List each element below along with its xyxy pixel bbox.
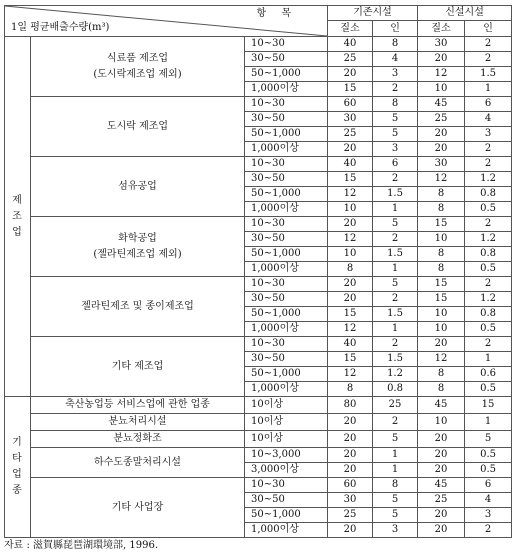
nitrogen-existing: 20 bbox=[328, 523, 373, 538]
flow-range: 50~1,000 bbox=[245, 187, 328, 202]
nitrogen-existing: 20 bbox=[328, 292, 373, 307]
nitrogen-new: 12 bbox=[418, 172, 465, 187]
phosphorus-existing: 1 bbox=[373, 262, 418, 277]
nitrogen-existing: 20 bbox=[328, 67, 373, 82]
nitrogen-existing: 40 bbox=[328, 337, 373, 352]
phosphorus-new: 0.8 bbox=[465, 247, 512, 262]
flow-range: 30~50 bbox=[245, 172, 328, 187]
table-row bbox=[5, 397, 512, 414]
phosphorus-new: 1 bbox=[465, 82, 512, 97]
nitrogen-existing: 12 bbox=[328, 367, 373, 382]
source-note: 자료 : 滋賀縣琵琶湖環境部, 1996. bbox=[4, 540, 159, 551]
phosphorus-new: 2 bbox=[465, 37, 512, 52]
flow-range: 30~50 bbox=[245, 52, 328, 67]
nitrogen-existing: 20 bbox=[328, 431, 373, 448]
flow-range: 10~30 bbox=[245, 157, 328, 172]
phosphorus-new: 4 bbox=[465, 493, 512, 508]
nitrogen-existing: 15 bbox=[328, 82, 373, 97]
phosphorus-existing: 1.5 bbox=[373, 187, 418, 202]
flow-range: 50~1,000 bbox=[245, 247, 328, 262]
phosphorus-new: 5 bbox=[465, 431, 512, 448]
phosphorus-existing: 3 bbox=[373, 67, 418, 82]
phosphorus-new: 0.5 bbox=[465, 262, 512, 277]
phosphorus-existing: 2 bbox=[373, 232, 418, 247]
flow-range: 30~50 bbox=[245, 232, 328, 247]
nitrogen-existing: 20 bbox=[328, 448, 373, 463]
nitrogen-existing: 25 bbox=[328, 52, 373, 67]
nitrogen-new: 20 bbox=[418, 523, 465, 538]
phosphorus-existing: 2 bbox=[373, 414, 418, 431]
nitrogen-new: 25 bbox=[418, 493, 465, 508]
nitrogen-new: 10 bbox=[418, 232, 465, 247]
phosphorus-existing: 25 bbox=[373, 397, 418, 414]
table-row bbox=[5, 97, 512, 112]
nitrogen-new: 15 bbox=[418, 277, 465, 292]
phosphorus-new: 3 bbox=[465, 127, 512, 142]
phosphorus-new: 0.5 bbox=[465, 202, 512, 217]
nitrogen-new: 8 bbox=[418, 382, 465, 397]
phosphorus-existing: 1 bbox=[373, 322, 418, 337]
industry-label: 식료품 제조업 (도시락제조업 제외) bbox=[31, 37, 245, 97]
flow-range: 30~50 bbox=[245, 493, 328, 508]
flow-range: 10~30 bbox=[245, 217, 328, 232]
nitrogen-new: 15 bbox=[418, 217, 465, 232]
header-new-facility: 신설시설 bbox=[418, 6, 512, 21]
phosphorus-existing: 6 bbox=[373, 157, 418, 172]
nitrogen-new: 10 bbox=[418, 307, 465, 322]
industry-label: 기타 제조업 bbox=[31, 337, 245, 397]
nitrogen-existing: 20 bbox=[328, 217, 373, 232]
flow-range: 1,000이상 bbox=[245, 82, 328, 97]
phosphorus-new: 1.2 bbox=[465, 172, 512, 187]
phosphorus-existing: 4 bbox=[373, 52, 418, 67]
table-row bbox=[5, 448, 512, 463]
phosphorus-new: 1 bbox=[465, 352, 512, 367]
flow-range: 30~50 bbox=[245, 292, 328, 307]
phosphorus-new: 0.5 bbox=[465, 448, 512, 463]
phosphorus-existing: 5 bbox=[373, 431, 418, 448]
phosphorus-new: 0.6 bbox=[465, 367, 512, 382]
nitrogen-new: 30 bbox=[418, 37, 465, 52]
flow-range: 50~1,000 bbox=[245, 367, 328, 382]
flow-range: 10~30 bbox=[245, 337, 328, 352]
phosphorus-new: 1 bbox=[465, 414, 512, 431]
phosphorus-new: 1.2 bbox=[465, 292, 512, 307]
nitrogen-existing: 20 bbox=[328, 463, 373, 478]
table-row bbox=[5, 217, 512, 232]
nitrogen-existing: 40 bbox=[328, 157, 373, 172]
group-label: 기 타 업 종 bbox=[5, 397, 31, 538]
nitrogen-new: 10 bbox=[418, 414, 465, 431]
nitrogen-existing: 8 bbox=[328, 382, 373, 397]
table-row bbox=[5, 37, 512, 52]
nitrogen-existing: 60 bbox=[328, 478, 373, 493]
header-phosphorus-new: 인 bbox=[465, 21, 512, 37]
flow-range: 10~30 bbox=[245, 37, 328, 52]
nitrogen-new: 8 bbox=[418, 262, 465, 277]
table-row bbox=[5, 337, 512, 352]
industry-label: 젤라틴제조 및 종이제조업 bbox=[31, 277, 245, 337]
phosphorus-new: 2 bbox=[465, 142, 512, 157]
nitrogen-existing: 20 bbox=[328, 277, 373, 292]
nitrogen-new: 25 bbox=[418, 112, 465, 127]
phosphorus-existing: 1 bbox=[373, 202, 418, 217]
phosphorus-existing: 8 bbox=[373, 478, 418, 493]
phosphorus-existing: 5 bbox=[373, 112, 418, 127]
nitrogen-existing: 12 bbox=[328, 322, 373, 337]
diagonal-header-cell bbox=[5, 6, 328, 37]
nitrogen-new: 8 bbox=[418, 247, 465, 262]
phosphorus-new: 1.2 bbox=[465, 232, 512, 247]
nitrogen-existing: 12 bbox=[328, 232, 373, 247]
flow-range: 1,000이상 bbox=[245, 523, 328, 538]
phosphorus-new: 0.8 bbox=[465, 187, 512, 202]
nitrogen-existing: 20 bbox=[328, 142, 373, 157]
nitrogen-existing: 60 bbox=[328, 97, 373, 112]
nitrogen-existing: 30 bbox=[328, 112, 373, 127]
phosphorus-existing: 3 bbox=[373, 142, 418, 157]
flow-range: 10이상 bbox=[245, 431, 328, 448]
phosphorus-new: 0.8 bbox=[465, 307, 512, 322]
flow-range: 3,000이상 bbox=[245, 463, 328, 478]
nitrogen-existing: 30 bbox=[328, 493, 373, 508]
flow-range: 10~30 bbox=[245, 277, 328, 292]
table-row bbox=[5, 414, 512, 431]
industry-label: 화학공업 (젤라틴제조업 제외) bbox=[31, 217, 245, 277]
table-row bbox=[5, 478, 512, 493]
nitrogen-new: 20 bbox=[418, 142, 465, 157]
nitrogen-existing: 15 bbox=[328, 172, 373, 187]
nitrogen-existing: 10 bbox=[328, 202, 373, 217]
nitrogen-existing: 40 bbox=[328, 37, 373, 52]
nitrogen-new: 20 bbox=[418, 431, 465, 448]
nitrogen-new: 12 bbox=[418, 352, 465, 367]
header-subject-label: 1일 평균배출수량(m³) bbox=[11, 22, 110, 33]
nitrogen-new: 45 bbox=[418, 478, 465, 493]
phosphorus-new: 1.5 bbox=[465, 67, 512, 82]
nitrogen-new: 20 bbox=[418, 127, 465, 142]
flow-range: 10이상 bbox=[245, 414, 328, 431]
phosphorus-new: 6 bbox=[465, 478, 512, 493]
phosphorus-existing: 5 bbox=[373, 217, 418, 232]
nitrogen-new: 12 bbox=[418, 67, 465, 82]
header-nitrogen-existing: 질소 bbox=[328, 21, 373, 37]
industry-label: 섬유공업 bbox=[31, 157, 245, 217]
industry-label: 분뇨정화조 bbox=[31, 431, 245, 448]
nitrogen-new: 45 bbox=[418, 397, 465, 414]
flow-range: 1,000이상 bbox=[245, 202, 328, 217]
nitrogen-new: 20 bbox=[418, 337, 465, 352]
nitrogen-existing: 10 bbox=[328, 247, 373, 262]
nitrogen-new: 10 bbox=[418, 82, 465, 97]
flow-range: 1,000이상 bbox=[245, 322, 328, 337]
nitrogen-existing: 15 bbox=[328, 352, 373, 367]
flow-range: 10~30 bbox=[245, 478, 328, 493]
phosphorus-existing: 3 bbox=[373, 523, 418, 538]
flow-range: 10이상 bbox=[245, 397, 328, 414]
nitrogen-new: 8 bbox=[418, 367, 465, 382]
flow-range: 10~3,000 bbox=[245, 448, 328, 463]
nitrogen-new: 45 bbox=[418, 97, 465, 112]
phosphorus-existing: 1.2 bbox=[373, 367, 418, 382]
industry-label: 분뇨처리시설 bbox=[31, 414, 245, 431]
phosphorus-existing: 1 bbox=[373, 448, 418, 463]
nitrogen-new: 20 bbox=[418, 448, 465, 463]
phosphorus-new: 2 bbox=[465, 52, 512, 67]
phosphorus-existing: 1 bbox=[373, 463, 418, 478]
flow-range: 1,000이상 bbox=[245, 382, 328, 397]
phosphorus-existing: 1.5 bbox=[373, 352, 418, 367]
phosphorus-existing: 1.5 bbox=[373, 307, 418, 322]
phosphorus-existing: 2 bbox=[373, 337, 418, 352]
nitrogen-existing: 80 bbox=[328, 397, 373, 414]
table-row bbox=[5, 157, 512, 172]
phosphorus-new: 0.5 bbox=[465, 322, 512, 337]
nitrogen-new: 20 bbox=[418, 52, 465, 67]
table-row bbox=[5, 431, 512, 448]
phosphorus-existing: 5 bbox=[373, 277, 418, 292]
phosphorus-existing: 5 bbox=[373, 127, 418, 142]
nitrogen-new: 30 bbox=[418, 157, 465, 172]
table-row bbox=[5, 277, 512, 292]
flow-range: 50~1,000 bbox=[245, 67, 328, 82]
header-phosphorus-existing: 인 bbox=[373, 21, 418, 37]
header-existing-facility: 기존시설 bbox=[328, 6, 418, 21]
phosphorus-new: 4 bbox=[465, 112, 512, 127]
phosphorus-new: 0.5 bbox=[465, 382, 512, 397]
phosphorus-existing: 8 bbox=[373, 97, 418, 112]
nitrogen-new: 10 bbox=[418, 322, 465, 337]
nitrogen-new: 20 bbox=[418, 463, 465, 478]
nitrogen-existing: 12 bbox=[328, 187, 373, 202]
phosphorus-new: 2 bbox=[465, 157, 512, 172]
flow-range: 30~50 bbox=[245, 112, 328, 127]
nitrogen-existing: 20 bbox=[328, 414, 373, 431]
group-label: 제 조 업 bbox=[5, 37, 31, 397]
phosphorus-existing: 2 bbox=[373, 172, 418, 187]
phosphorus-new: 3 bbox=[465, 508, 512, 523]
flow-range: 50~1,000 bbox=[245, 307, 328, 322]
flow-range: 1,000이상 bbox=[245, 142, 328, 157]
industry-label: 하수도종말처리시설 bbox=[31, 448, 245, 478]
phosphorus-existing: 5 bbox=[373, 508, 418, 523]
nitrogen-new: 20 bbox=[418, 508, 465, 523]
nitrogen-new: 8 bbox=[418, 202, 465, 217]
flow-range: 50~1,000 bbox=[245, 127, 328, 142]
phosphorus-existing: 1.5 bbox=[373, 247, 418, 262]
phosphorus-existing: 2 bbox=[373, 292, 418, 307]
nitrogen-existing: 25 bbox=[328, 508, 373, 523]
nitrogen-new: 15 bbox=[418, 292, 465, 307]
phosphorus-existing: 5 bbox=[373, 493, 418, 508]
phosphorus-existing: 2 bbox=[373, 82, 418, 97]
industry-label: 축산농업등 서비스업에 관한 업종 bbox=[31, 397, 245, 414]
phosphorus-new: 2 bbox=[465, 217, 512, 232]
phosphorus-new: 2 bbox=[465, 523, 512, 538]
flow-range: 30~50 bbox=[245, 352, 328, 367]
effluent-standard-table bbox=[4, 5, 512, 538]
phosphorus-existing: 0.8 bbox=[373, 382, 418, 397]
flow-range: 10~30 bbox=[245, 97, 328, 112]
phosphorus-new: 2 bbox=[465, 277, 512, 292]
industry-label: 기타 사업장 bbox=[31, 478, 245, 538]
nitrogen-existing: 25 bbox=[328, 127, 373, 142]
industry-label: 도시락 제조업 bbox=[31, 97, 245, 157]
flow-range: 50~1,000 bbox=[245, 508, 328, 523]
header-nitrogen-new: 질소 bbox=[418, 21, 465, 37]
nitrogen-existing: 15 bbox=[328, 307, 373, 322]
flow-range: 1,000이상 bbox=[245, 262, 328, 277]
phosphorus-new: 2 bbox=[465, 337, 512, 352]
phosphorus-existing: 8 bbox=[373, 37, 418, 52]
phosphorus-new: 15 bbox=[465, 397, 512, 414]
phosphorus-new: 6 bbox=[465, 97, 512, 112]
nitrogen-new: 8 bbox=[418, 187, 465, 202]
nitrogen-existing: 8 bbox=[328, 262, 373, 277]
header-item-label: 항 목 bbox=[256, 8, 298, 19]
phosphorus-new: 0.5 bbox=[465, 463, 512, 478]
